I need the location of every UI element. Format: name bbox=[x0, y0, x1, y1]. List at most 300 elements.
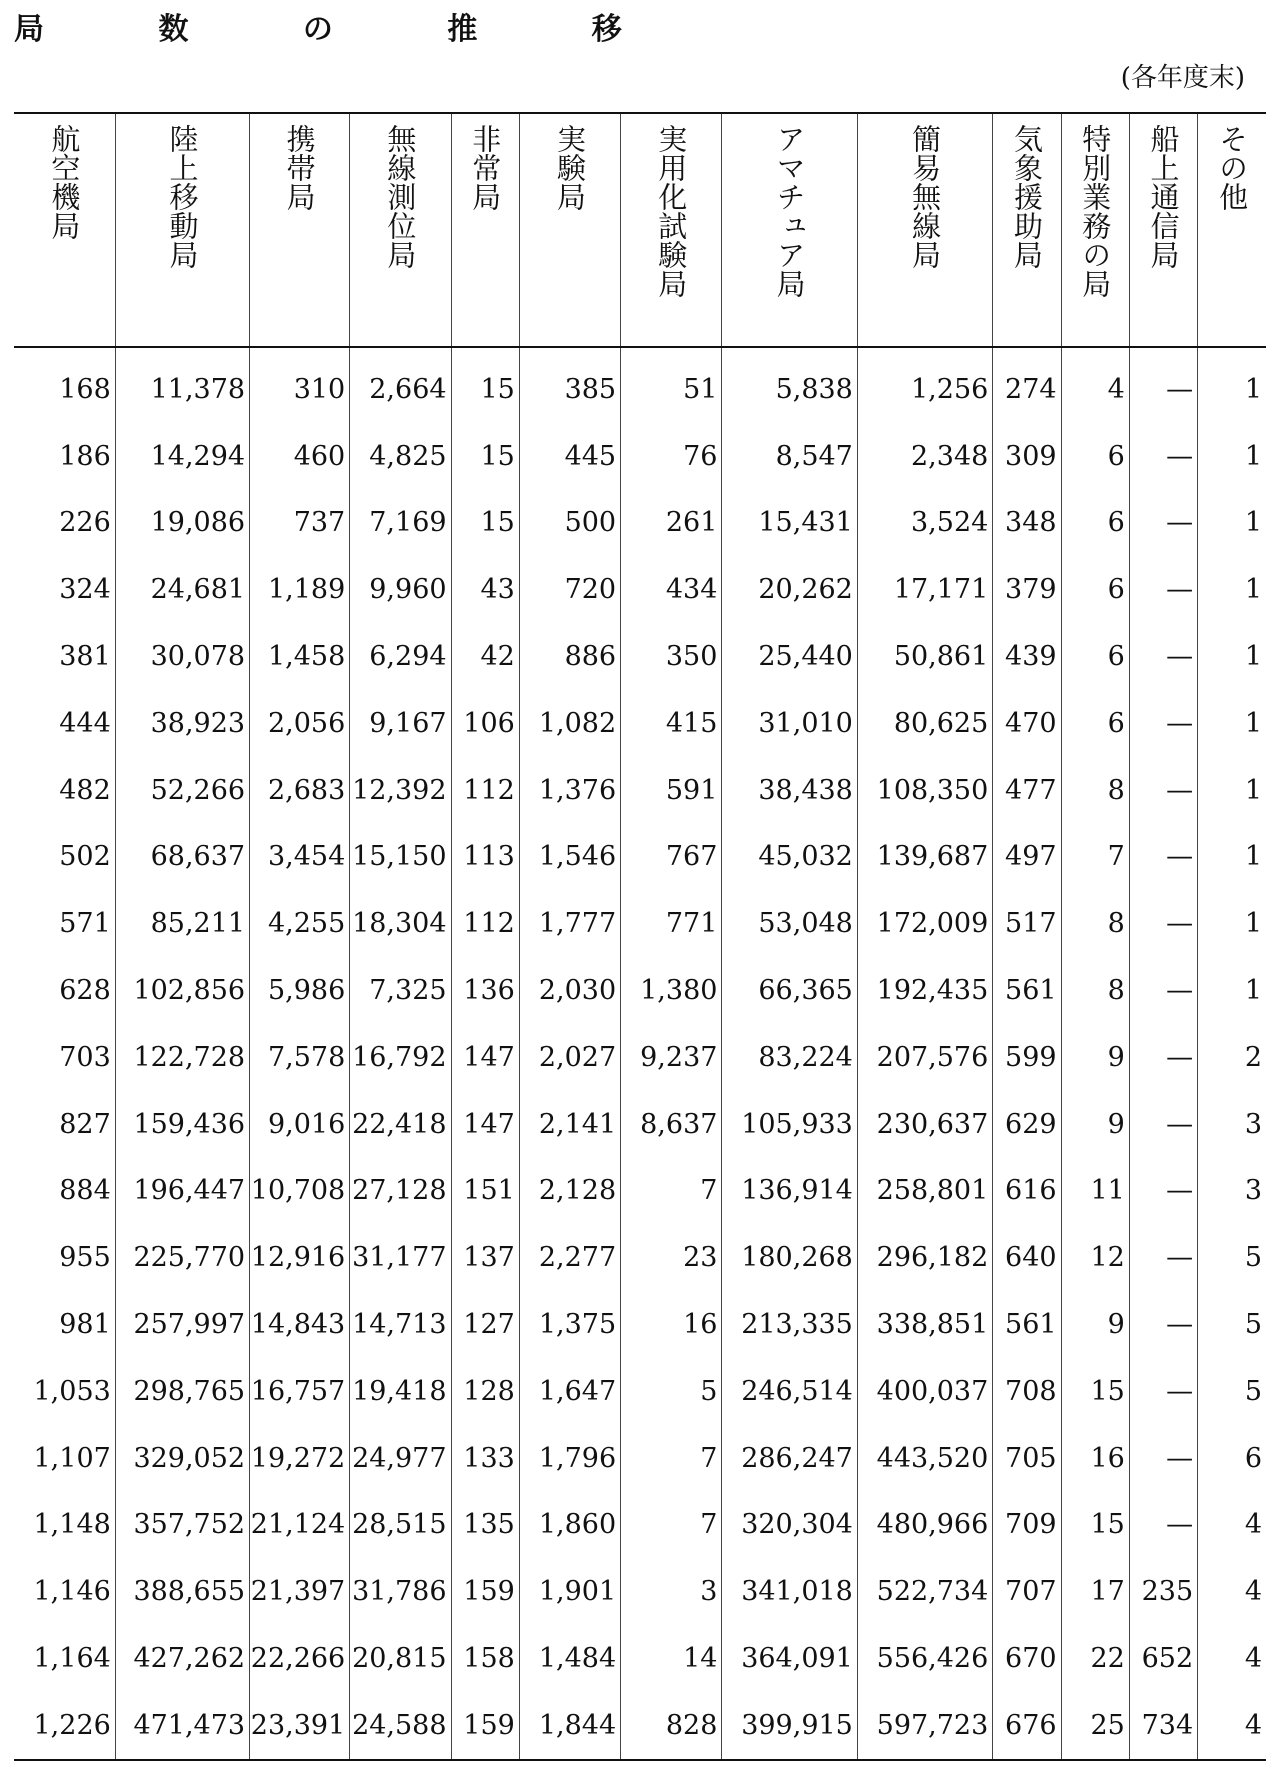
table-cell: — bbox=[1129, 1492, 1197, 1559]
table-cell: 23 bbox=[621, 1224, 722, 1291]
table-cell: 5 bbox=[1198, 1224, 1266, 1291]
table-cell: 24,681 bbox=[115, 556, 249, 623]
table-cell: 298,765 bbox=[115, 1358, 249, 1425]
table-cell: 1,546 bbox=[519, 824, 620, 891]
table-cell: 320,304 bbox=[722, 1492, 857, 1559]
table-cell: 443,520 bbox=[857, 1425, 992, 1492]
column-header: 気象援助局 bbox=[993, 113, 1061, 347]
table-cell: 1,484 bbox=[519, 1625, 620, 1692]
table-row bbox=[14, 690, 1266, 757]
table-cell: 955 bbox=[59, 1242, 111, 1274]
table-cell: 1,164 bbox=[33, 1643, 111, 1675]
table-cell: 7 bbox=[621, 1425, 722, 1492]
table-cell: 1,901 bbox=[519, 1558, 620, 1625]
table-cell: 517 bbox=[993, 890, 1061, 957]
table-cell: 137 bbox=[451, 1224, 519, 1291]
column-header: 陸上移動局 bbox=[115, 113, 249, 347]
table-cell: 17 bbox=[1061, 1558, 1129, 1625]
table-cell: — bbox=[1129, 1091, 1197, 1158]
table-cell: 113 bbox=[451, 824, 519, 891]
table-cell: 591 bbox=[621, 757, 722, 824]
table-cell: 112 bbox=[451, 890, 519, 957]
table-cell: 139,687 bbox=[857, 824, 992, 891]
table-cell: 1 bbox=[1198, 957, 1266, 1024]
table-cell: — bbox=[1129, 347, 1197, 423]
table-cell: 85,211 bbox=[115, 890, 249, 957]
table-cell: 235 bbox=[1129, 1558, 1197, 1625]
table-cell: 471,473 bbox=[115, 1692, 249, 1760]
table-cell: 6 bbox=[1061, 623, 1129, 690]
table-cell: 112 bbox=[451, 757, 519, 824]
table-cell: 122,728 bbox=[115, 1024, 249, 1091]
table-cell: 1,148 bbox=[33, 1509, 111, 1541]
table-cell: 76 bbox=[621, 423, 722, 490]
table-body bbox=[14, 347, 1266, 1760]
table-cell: 1 bbox=[1198, 490, 1266, 557]
table-cell: 640 bbox=[993, 1224, 1061, 1291]
table-cell: 2,056 bbox=[250, 690, 350, 757]
table-cell: 159,436 bbox=[115, 1091, 249, 1158]
table-cell: 6 bbox=[1061, 556, 1129, 623]
table-cell: — bbox=[1129, 1291, 1197, 1358]
table-cell: 18,304 bbox=[350, 890, 451, 957]
table-cell: 599 bbox=[993, 1024, 1061, 1091]
table-cell: 561 bbox=[993, 957, 1061, 1024]
table-cell: 310 bbox=[250, 347, 350, 423]
table-cell: 4,255 bbox=[250, 890, 350, 957]
table-row bbox=[14, 623, 1266, 690]
table-cell: 31,177 bbox=[350, 1224, 451, 1291]
table-cell: — bbox=[1129, 556, 1197, 623]
table-cell: 50,861 bbox=[857, 623, 992, 690]
table-cell: 9,016 bbox=[250, 1091, 350, 1158]
table-cell: 1,844 bbox=[519, 1692, 620, 1760]
table-cell: 1,107 bbox=[33, 1442, 111, 1474]
table-cell: 616 bbox=[993, 1158, 1061, 1225]
table-row bbox=[14, 824, 1266, 891]
table-cell: — bbox=[1129, 423, 1197, 490]
table-cell: 341,018 bbox=[722, 1558, 857, 1625]
table-cell: 1 bbox=[1198, 757, 1266, 824]
table-cell: 705 bbox=[993, 1425, 1061, 1492]
table-cell: 12 bbox=[1061, 1224, 1129, 1291]
table-cell: 1,146 bbox=[33, 1576, 111, 1608]
table-cell: 884 bbox=[59, 1175, 111, 1207]
table-cell: 45,032 bbox=[722, 824, 857, 891]
table-cell: 556,426 bbox=[857, 1625, 992, 1692]
table-cell: 14,713 bbox=[350, 1291, 451, 1358]
column-header: その他 bbox=[1198, 113, 1266, 347]
table-cell: 196,447 bbox=[115, 1158, 249, 1225]
table-cell: 53,048 bbox=[722, 890, 857, 957]
table-cell: 628 bbox=[59, 975, 111, 1007]
table-cell: 9 bbox=[1061, 1291, 1129, 1358]
table-cell: 105,933 bbox=[722, 1091, 857, 1158]
table-cell: 22,266 bbox=[250, 1625, 350, 1692]
table-row bbox=[14, 1224, 1266, 1291]
table-cell: 42 bbox=[451, 623, 519, 690]
table-cell: 502 bbox=[59, 841, 111, 873]
table-cell: 1 bbox=[1198, 890, 1266, 957]
table-cell: 14,843 bbox=[250, 1291, 350, 1358]
table-row bbox=[14, 1291, 1266, 1358]
table-cell: 12,392 bbox=[350, 757, 451, 824]
table-cell: 460 bbox=[250, 423, 350, 490]
table-cell: — bbox=[1129, 623, 1197, 690]
page-title: 局 数 の 推 移 bbox=[14, 12, 674, 47]
table-cell: 5 bbox=[1198, 1291, 1266, 1358]
table-row bbox=[14, 556, 1266, 623]
table-cell: 4 bbox=[1061, 347, 1129, 423]
table-cell: 83,224 bbox=[722, 1024, 857, 1091]
table-cell: 133 bbox=[451, 1425, 519, 1492]
table-cell: 379 bbox=[993, 556, 1061, 623]
table-row bbox=[14, 490, 1266, 557]
table-cell: 2 bbox=[1198, 1024, 1266, 1091]
table-cell: 1 bbox=[1198, 623, 1266, 690]
table-cell: 1,458 bbox=[250, 623, 350, 690]
table-cell: 274 bbox=[993, 347, 1061, 423]
column-header: 特別業務の局 bbox=[1061, 113, 1129, 347]
table-cell: 108,350 bbox=[857, 757, 992, 824]
table-cell: 25 bbox=[1061, 1692, 1129, 1760]
station-count-table bbox=[14, 112, 1266, 1761]
table-cell: 670 bbox=[993, 1625, 1061, 1692]
table-cell: 15 bbox=[1061, 1492, 1129, 1559]
column-header: 非常局 bbox=[451, 113, 519, 347]
table-cell: 771 bbox=[621, 890, 722, 957]
table-cell: 6,294 bbox=[350, 623, 451, 690]
table-cell: 767 bbox=[621, 824, 722, 891]
table-cell: 1 bbox=[1198, 556, 1266, 623]
table-cell: 2,141 bbox=[519, 1091, 620, 1158]
table-cell: — bbox=[1129, 1358, 1197, 1425]
table-cell: 186 bbox=[59, 440, 111, 472]
table-cell: 399,915 bbox=[722, 1692, 857, 1760]
table-row bbox=[14, 957, 1266, 1024]
table-cell: 828 bbox=[621, 1692, 722, 1760]
table-cell: 159 bbox=[451, 1558, 519, 1625]
table-cell: 381 bbox=[59, 641, 111, 673]
table-cell: 15,150 bbox=[350, 824, 451, 891]
column-header: 船上通信局 bbox=[1129, 113, 1197, 347]
table-cell: 31,786 bbox=[350, 1558, 451, 1625]
table-cell: 1 bbox=[1198, 423, 1266, 490]
table-cell: 135 bbox=[451, 1492, 519, 1559]
table-cell: 52,266 bbox=[115, 757, 249, 824]
table-cell: 27,128 bbox=[350, 1158, 451, 1225]
table-cell: 2,664 bbox=[350, 347, 451, 423]
table-cell: 477 bbox=[993, 757, 1061, 824]
table-row bbox=[14, 1492, 1266, 1559]
table-cell: 127 bbox=[451, 1291, 519, 1358]
table-cell: 7,578 bbox=[250, 1024, 350, 1091]
table-cell: 707 bbox=[993, 1558, 1061, 1625]
table-cell: 8,637 bbox=[621, 1091, 722, 1158]
table-cell: 23,391 bbox=[250, 1692, 350, 1760]
table-cell: 25,440 bbox=[722, 623, 857, 690]
table-cell: 21,397 bbox=[250, 1558, 350, 1625]
table-cell: 497 bbox=[993, 824, 1061, 891]
table-cell: 329,052 bbox=[115, 1425, 249, 1492]
table-cell: 38,438 bbox=[722, 757, 857, 824]
table-cell: 159 bbox=[451, 1692, 519, 1760]
table-row bbox=[14, 1625, 1266, 1692]
table-cell: 350 bbox=[621, 623, 722, 690]
table-cell: 324 bbox=[59, 574, 111, 606]
table-cell: 2,348 bbox=[857, 423, 992, 490]
table-cell: 51 bbox=[621, 347, 722, 423]
table-cell: 6 bbox=[1061, 423, 1129, 490]
table-cell: 7 bbox=[621, 1492, 722, 1559]
table-cell: 257,997 bbox=[115, 1291, 249, 1358]
table-cell: 28,515 bbox=[350, 1492, 451, 1559]
table-cell: 7,169 bbox=[350, 490, 451, 557]
table-cell: 15 bbox=[451, 423, 519, 490]
table-cell: 147 bbox=[451, 1091, 519, 1158]
table-cell: 5 bbox=[1198, 1358, 1266, 1425]
table-cell: 24,977 bbox=[350, 1425, 451, 1492]
table-cell: 102,856 bbox=[115, 957, 249, 1024]
table-cell: 480,966 bbox=[857, 1492, 992, 1559]
table-cell: 258,801 bbox=[857, 1158, 992, 1225]
table-cell: 827 bbox=[59, 1108, 111, 1140]
table-cell: 16,757 bbox=[250, 1358, 350, 1425]
table-cell: 14,294 bbox=[115, 423, 249, 490]
table-cell: 15 bbox=[451, 347, 519, 423]
table-cell: 522,734 bbox=[857, 1558, 992, 1625]
table-cell: 9,167 bbox=[350, 690, 451, 757]
table-cell: 348 bbox=[993, 490, 1061, 557]
table-cell: 5 bbox=[621, 1358, 722, 1425]
table-cell: 19,272 bbox=[250, 1425, 350, 1492]
table-cell: 20,815 bbox=[350, 1625, 451, 1692]
table-cell: 43 bbox=[451, 556, 519, 623]
table-cell: 296,182 bbox=[857, 1224, 992, 1291]
table-cell: 415 bbox=[621, 690, 722, 757]
table-cell: 246,514 bbox=[722, 1358, 857, 1425]
table-cell: 309 bbox=[993, 423, 1061, 490]
table-cell: 3 bbox=[1198, 1158, 1266, 1225]
table-cell: 68,637 bbox=[115, 824, 249, 891]
table-cell: — bbox=[1129, 890, 1197, 957]
table-cell: 439 bbox=[993, 623, 1061, 690]
table-cell: 19,086 bbox=[115, 490, 249, 557]
table-row bbox=[14, 1558, 1266, 1625]
table-cell: 9,237 bbox=[621, 1024, 722, 1091]
table-cell: 737 bbox=[250, 490, 350, 557]
table-cell: 2,030 bbox=[519, 957, 620, 1024]
table-cell: 482 bbox=[59, 774, 111, 806]
table-cell: 11,378 bbox=[115, 347, 249, 423]
table-cell: 136,914 bbox=[722, 1158, 857, 1225]
table-row bbox=[14, 757, 1266, 824]
table-cell: 3 bbox=[1198, 1091, 1266, 1158]
table-cell: 434 bbox=[621, 556, 722, 623]
table-cell: 31,010 bbox=[722, 690, 857, 757]
table-cell: 1,189 bbox=[250, 556, 350, 623]
table-cell: 1,796 bbox=[519, 1425, 620, 1492]
table-row bbox=[14, 1024, 1266, 1091]
table-cell: 225,770 bbox=[115, 1224, 249, 1291]
table-cell: — bbox=[1129, 1224, 1197, 1291]
table-cell: 364,091 bbox=[722, 1625, 857, 1692]
table-cell: 427,262 bbox=[115, 1625, 249, 1692]
table-cell: 734 bbox=[1129, 1692, 1197, 1760]
table-cell: 15,431 bbox=[722, 490, 857, 557]
table-cell: 4 bbox=[1198, 1558, 1266, 1625]
table-cell: 652 bbox=[1129, 1625, 1197, 1692]
table-cell: 19,418 bbox=[350, 1358, 451, 1425]
table-cell: 7 bbox=[621, 1158, 722, 1225]
table-cell: 708 bbox=[993, 1358, 1061, 1425]
table-cell: 151 bbox=[451, 1158, 519, 1225]
table-cell: 38,923 bbox=[115, 690, 249, 757]
table-cell: 6 bbox=[1198, 1425, 1266, 1492]
table-cell: 676 bbox=[993, 1692, 1061, 1760]
table-cell: 8 bbox=[1061, 890, 1129, 957]
table-row bbox=[14, 1425, 1266, 1492]
table-row bbox=[14, 347, 1266, 423]
table-cell: — bbox=[1129, 1425, 1197, 1492]
column-header: 実験局 bbox=[519, 113, 620, 347]
table-cell: 15 bbox=[1061, 1358, 1129, 1425]
table-cell: 2,277 bbox=[519, 1224, 620, 1291]
table-cell: — bbox=[1129, 824, 1197, 891]
table-cell: — bbox=[1129, 957, 1197, 1024]
table-cell: 561 bbox=[993, 1291, 1061, 1358]
table-cell: 30,078 bbox=[115, 623, 249, 690]
table-cell: 2,128 bbox=[519, 1158, 620, 1225]
table-cell: 8 bbox=[1061, 757, 1129, 824]
table-cell: 207,576 bbox=[857, 1024, 992, 1091]
table-cell: 16 bbox=[1061, 1425, 1129, 1492]
table-cell: 17,171 bbox=[857, 556, 992, 623]
table-cell: 20,262 bbox=[722, 556, 857, 623]
table-cell: 4 bbox=[1198, 1692, 1266, 1760]
table-cell: 400,037 bbox=[857, 1358, 992, 1425]
table-cell: 24,588 bbox=[350, 1692, 451, 1760]
table-cell: 445 bbox=[519, 423, 620, 490]
table-cell: 6 bbox=[1061, 690, 1129, 757]
table-cell: 720 bbox=[519, 556, 620, 623]
table-cell: 4 bbox=[1198, 1625, 1266, 1692]
table-cell: 597,723 bbox=[857, 1692, 992, 1760]
table-cell: 1 bbox=[1198, 347, 1266, 423]
table-cell: 1,380 bbox=[621, 957, 722, 1024]
table-cell: 338,851 bbox=[857, 1291, 992, 1358]
column-header: 無線測位局 bbox=[350, 113, 451, 347]
table-cell: 8 bbox=[1061, 957, 1129, 1024]
table-row bbox=[14, 1692, 1266, 1760]
table-cell: 2,683 bbox=[250, 757, 350, 824]
table-cell: 709 bbox=[993, 1492, 1061, 1559]
table-cell: 11 bbox=[1061, 1158, 1129, 1225]
table-cell: 8,547 bbox=[722, 423, 857, 490]
table-cell: 7 bbox=[1061, 824, 1129, 891]
table-cell: 3 bbox=[621, 1558, 722, 1625]
table-cell: 168 bbox=[59, 373, 111, 405]
table-cell: 213,335 bbox=[722, 1291, 857, 1358]
table-cell: 158 bbox=[451, 1625, 519, 1692]
table-cell: 4,825 bbox=[350, 423, 451, 490]
table-cell: 571 bbox=[59, 908, 111, 940]
table-cell: 22,418 bbox=[350, 1091, 451, 1158]
table-cell: 444 bbox=[59, 707, 111, 739]
table-cell: 230,637 bbox=[857, 1091, 992, 1158]
table-cell: 981 bbox=[59, 1309, 111, 1341]
table-row bbox=[14, 1091, 1266, 1158]
table-cell: 128 bbox=[451, 1358, 519, 1425]
table-cell: 1 bbox=[1198, 690, 1266, 757]
table-row bbox=[14, 1358, 1266, 1425]
column-header: アマチュア局 bbox=[722, 113, 857, 347]
table-cell: 7,325 bbox=[350, 957, 451, 1024]
table-cell: — bbox=[1129, 690, 1197, 757]
table-cell: 172,009 bbox=[857, 890, 992, 957]
table-cell: 147 bbox=[451, 1024, 519, 1091]
table-cell: 1,256 bbox=[857, 347, 992, 423]
table-row bbox=[14, 1158, 1266, 1225]
table-cell: 1,053 bbox=[33, 1375, 111, 1407]
table-cell: 1,647 bbox=[519, 1358, 620, 1425]
table-cell: 4 bbox=[1198, 1492, 1266, 1559]
table-cell: 357,752 bbox=[115, 1492, 249, 1559]
table-cell: 80,625 bbox=[857, 690, 992, 757]
column-header: 携帯局 bbox=[250, 113, 350, 347]
table-cell: 470 bbox=[993, 690, 1061, 757]
table-cell: 9 bbox=[1061, 1091, 1129, 1158]
table-cell: 10,708 bbox=[250, 1158, 350, 1225]
table-cell: 629 bbox=[993, 1091, 1061, 1158]
table-cell: 500 bbox=[519, 490, 620, 557]
table-row bbox=[14, 890, 1266, 957]
table-cell: — bbox=[1129, 1158, 1197, 1225]
table-cell: 1 bbox=[1198, 824, 1266, 891]
table-cell: 1,376 bbox=[519, 757, 620, 824]
table-cell: — bbox=[1129, 757, 1197, 824]
table-cell: — bbox=[1129, 490, 1197, 557]
table-cell: 385 bbox=[519, 347, 620, 423]
table-cell: 886 bbox=[519, 623, 620, 690]
table-cell: 3,454 bbox=[250, 824, 350, 891]
table-cell: 106 bbox=[451, 690, 519, 757]
table-cell: 5,986 bbox=[250, 957, 350, 1024]
table-cell: 2,027 bbox=[519, 1024, 620, 1091]
header-row bbox=[14, 113, 1266, 347]
table-cell: 5,838 bbox=[722, 347, 857, 423]
table-cell: 286,247 bbox=[722, 1425, 857, 1492]
table-cell: 703 bbox=[59, 1041, 111, 1073]
table-cell: 14 bbox=[621, 1625, 722, 1692]
table-cell: 1,777 bbox=[519, 890, 620, 957]
table-cell: 22 bbox=[1061, 1625, 1129, 1692]
table-cell: 192,435 bbox=[857, 957, 992, 1024]
table-cell: 261 bbox=[621, 490, 722, 557]
column-header: 航空機局 bbox=[14, 113, 115, 347]
table-cell: 1,860 bbox=[519, 1492, 620, 1559]
table-cell: 1,226 bbox=[14, 1692, 115, 1760]
table-row bbox=[14, 423, 1266, 490]
table-cell: — bbox=[1129, 1024, 1197, 1091]
table-cell: 136 bbox=[451, 957, 519, 1024]
table-cell: 15 bbox=[451, 490, 519, 557]
table-cell: 66,365 bbox=[722, 957, 857, 1024]
table-cell: 6 bbox=[1061, 490, 1129, 557]
period-note: (各年度末) bbox=[1120, 63, 1245, 93]
table-cell: 16 bbox=[621, 1291, 722, 1358]
table-cell: 9 bbox=[1061, 1024, 1129, 1091]
